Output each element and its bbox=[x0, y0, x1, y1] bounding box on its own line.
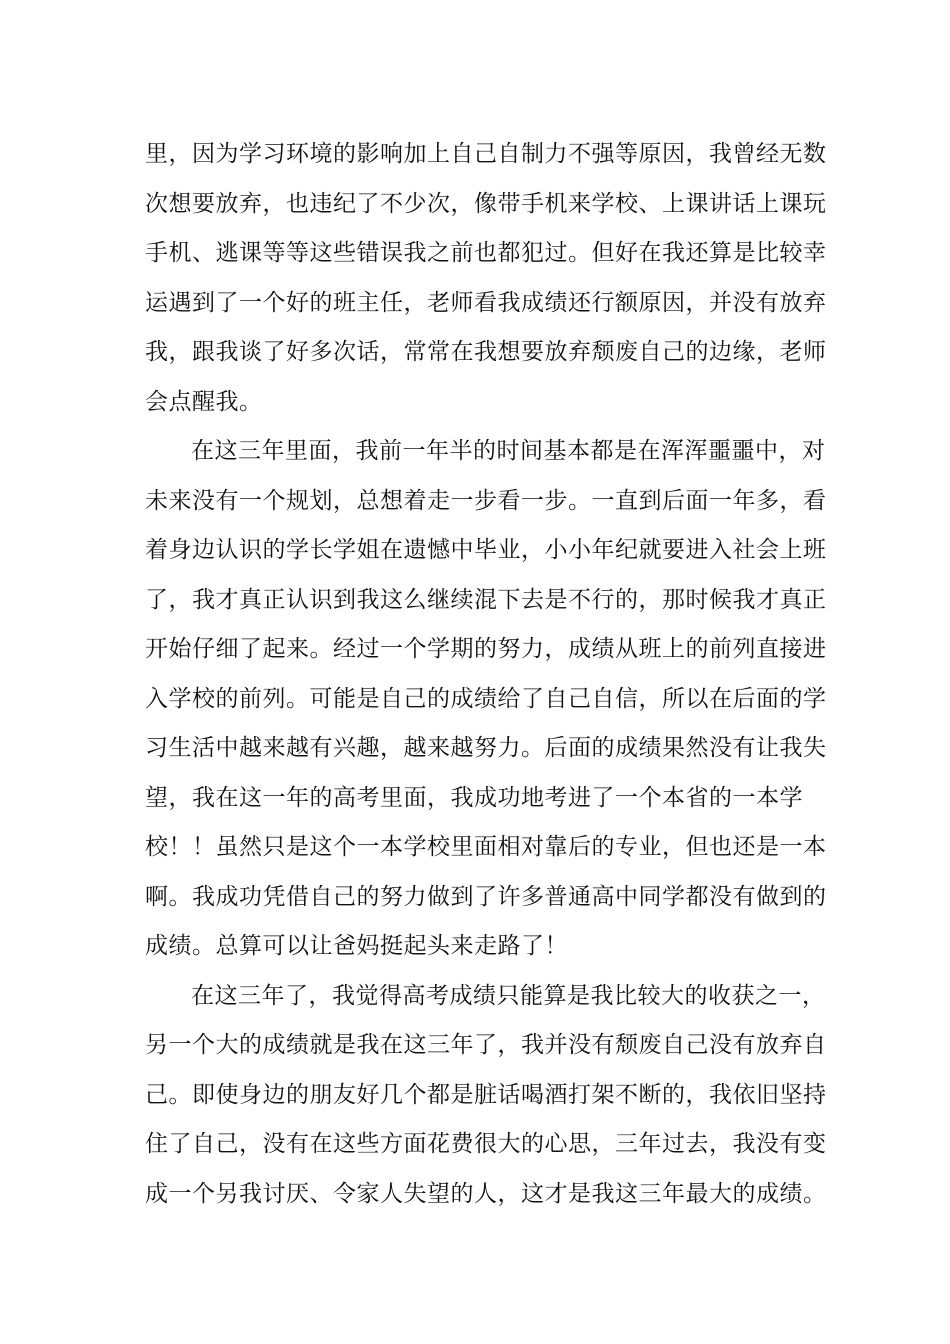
text-line: 校！！虽然只是这个一本学校里面相对靠后的专业，但也还是一本 bbox=[145, 834, 827, 860]
text-line: 着身边认识的学长学姐在遗憾中毕业，小小年纪就要进入社会上班 bbox=[145, 537, 827, 563]
text-line: 入学校的前列。可能是自己的成绩给了自己自信，所以在后面的学 bbox=[145, 685, 827, 712]
text-line: 次想要放弃，也违纪了不少次，像带手机来学校、上课讲话上课玩 bbox=[145, 190, 827, 217]
text-line: 了，我才真正认识到我这么继续混下去是不行的，那时候我才真正 bbox=[145, 586, 827, 613]
text-line: 在这三年里面，我前一年半的时间基本都是在浑浑噩噩中，对 bbox=[191, 438, 826, 464]
text-line: 里，因为学习环境的影响加上自己自制力不强等原因，我曾经无数 bbox=[145, 141, 827, 167]
text-line: 未来没有一个规划，总想着走一步看一步。一直到后面一年多，看 bbox=[145, 487, 827, 514]
text-line: 运遇到了一个好的班主任，老师看我成绩还行额原因，并没有放弃 bbox=[145, 289, 827, 316]
text-line: 成绩。总算可以让爸妈挺起头来走路了！ bbox=[145, 933, 568, 959]
text-line: 手机、逃课等等这些错误我之前也都犯过。但好在我还算是比较幸 bbox=[145, 240, 827, 266]
text-line: 己。即使身边的朋友好几个都是脏话喝酒打架不断的，我依旧坚持 bbox=[145, 1081, 827, 1108]
text-line: 会点醒我。 bbox=[145, 388, 263, 415]
text-line: 开始仔细了起来。经过一个学期的努力，成绩从班上的前列直接进 bbox=[145, 636, 827, 662]
text-line: 另一个大的成绩就是我在这三年了，我并没有颓废自己没有放弃自 bbox=[145, 1032, 827, 1058]
text-line: 在这三年了，我觉得高考成绩只能算是我比较大的收获之一， bbox=[191, 982, 826, 1009]
paragraph-1 bbox=[145, 130, 827, 427]
text-line: 望，我在这一年的高考里面，我成功地考进了一个本省的一本学 bbox=[145, 784, 803, 811]
text-line: 我，跟我谈了好多次话，常常在我想要放弃颓废自己的边缘，老师 bbox=[145, 339, 827, 365]
paragraph-3 bbox=[145, 972, 827, 1220]
text-line: 习生活中越来越有兴趣，越来越努力。后面的成绩果然没有让我失 bbox=[145, 735, 827, 761]
paragraph-2 bbox=[145, 427, 827, 972]
text-line: 啊。我成功凭借自己的努力做到了许多普通高中同学都没有做到的 bbox=[145, 883, 827, 910]
text-line: 成一个另我讨厌、令家人失望的人，这才是我这三年最大的成绩。 bbox=[145, 1180, 827, 1207]
document-body bbox=[145, 130, 827, 1219]
text-line: 住了自己，没有在这些方面花费很大的心思，三年过去，我没有变 bbox=[145, 1131, 827, 1157]
